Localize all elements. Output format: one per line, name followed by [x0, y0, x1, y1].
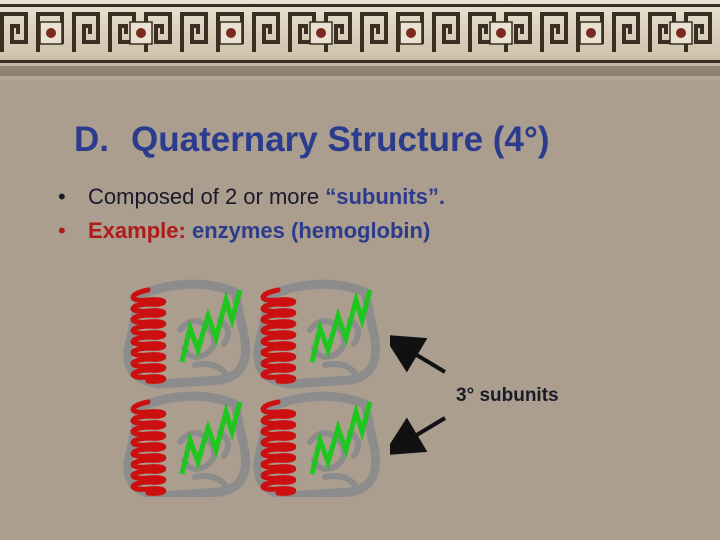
example-label: Example:: [88, 218, 186, 243]
title-letter: D.: [74, 120, 109, 159]
slide-title: [74, 120, 550, 160]
alpha-helix: [133, 290, 164, 381]
alpha-helix: [133, 402, 164, 493]
greek-key-pattern: [0, 0, 720, 80]
bullet-text: Composed of 2 or more: [88, 184, 326, 209]
quaternary-protein-diagram: [112, 272, 402, 497]
arrow-to-upper-subunit: [400, 345, 445, 372]
subunits-callout-label: 3° subunits: [456, 385, 559, 406]
callout-arrows: [390, 330, 460, 460]
bullet-list: [58, 180, 445, 248]
example-value: enzymes (hemoglobin): [191, 218, 431, 243]
bullet-item-composed: [58, 180, 445, 214]
decorative-greek-key-border: [0, 0, 720, 80]
title-text: Quaternary Structure (4°): [131, 120, 550, 159]
bullet-dot: •: [58, 218, 66, 243]
bullet-dot: •: [58, 184, 66, 209]
arrow-to-lower-subunit: [400, 418, 445, 445]
bullet-item-example: [58, 214, 445, 248]
alpha-helix: [263, 402, 294, 493]
bullet-emphasis: “subunits”.: [325, 184, 446, 209]
alpha-helix: [263, 290, 294, 381]
